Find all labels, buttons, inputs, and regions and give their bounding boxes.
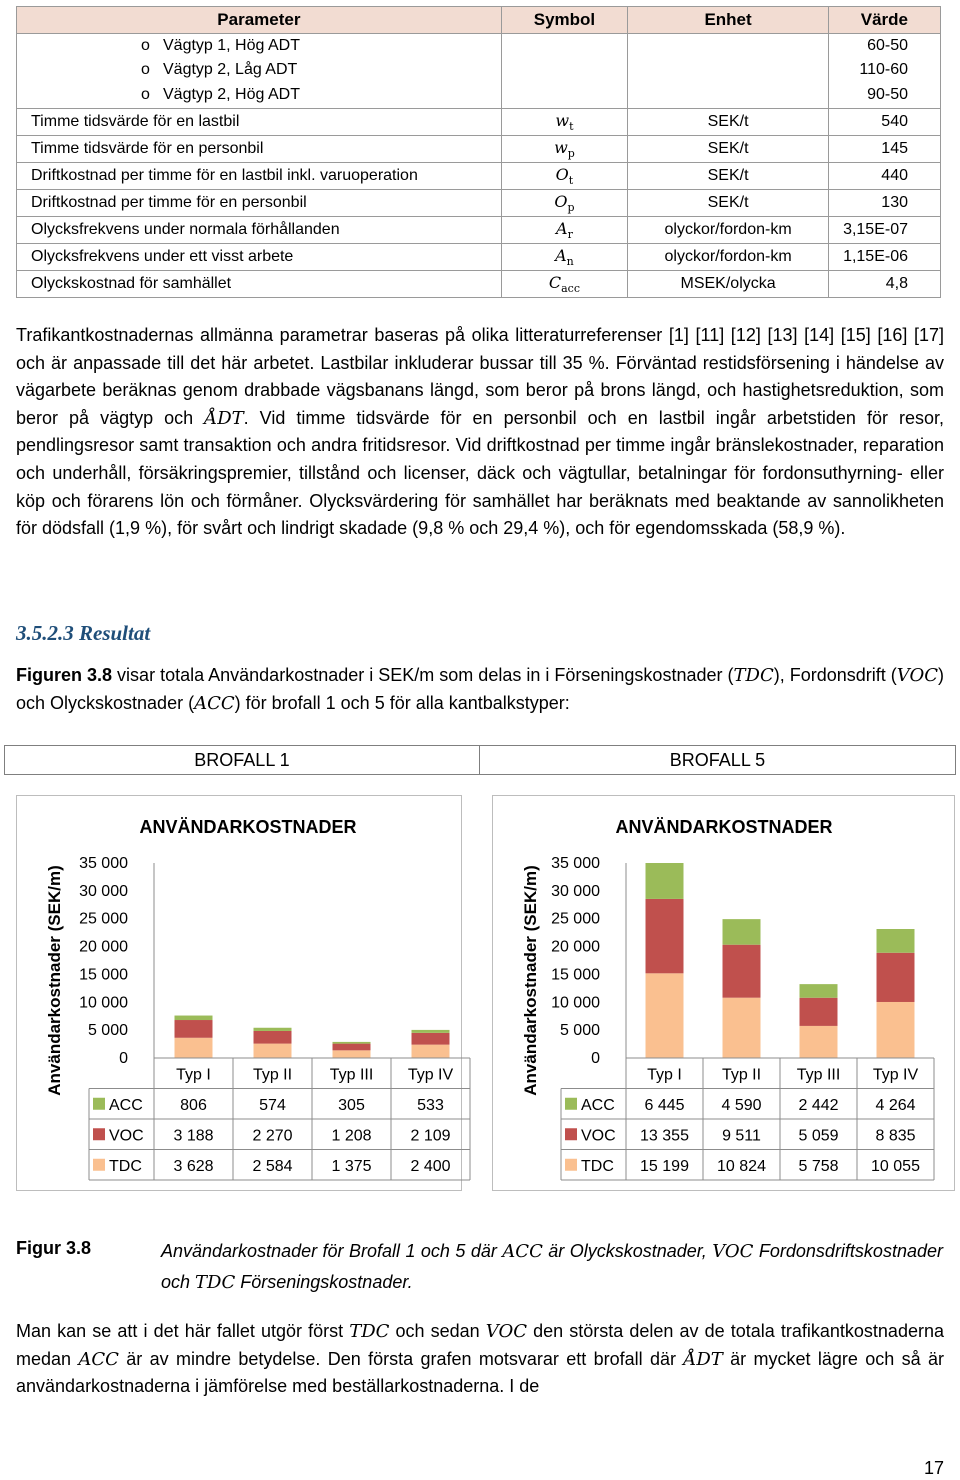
legend-label: ACC [581,1096,615,1114]
legend-key-tdc [93,1159,105,1171]
row-symbol [501,271,627,298]
data-table-value: 10 055 [871,1157,920,1175]
row-parameter: Olycksfrekvens under ett visst arbete [17,244,502,271]
row-symbol [501,109,627,136]
row-value: 1,15E-06 [829,244,941,271]
row-parameter: Timme tidsvärde för en personbil [17,136,502,163]
category-label: Typ IV [872,1066,919,1084]
bullet-o: o [141,61,150,78]
bullet-o: o [141,86,150,103]
table-row [17,244,941,271]
legend-key-acc [93,1098,105,1110]
subrow-text: Vägtyp 2, Hög ADT [163,86,300,103]
sym-main: O [555,164,569,184]
y-tick-label: 5 000 [559,1022,600,1040]
bar-segment-voc [175,1020,213,1038]
data-table-value: 3 188 [173,1127,214,1145]
table-header-row [17,7,941,34]
bar-segment-voc [877,953,915,1002]
data-table-value: 6 445 [644,1096,685,1114]
row-symbol [501,217,627,244]
bullet-o: o [141,37,150,54]
y-tick-label: 15 000 [551,966,600,984]
y-tick-label: 35 000 [79,855,128,872]
data-table-value: 13 355 [640,1127,689,1145]
bar-segment-voc [723,945,761,998]
y-tick-label: 5 000 [87,1022,128,1040]
bar-segment-acc [800,984,838,998]
table-row [17,136,941,163]
subrow-unit [628,82,829,109]
legend-label: TDC [581,1157,614,1175]
data-table-value: 15 199 [640,1157,689,1175]
data-table-value: 806 [180,1096,207,1114]
table-row [17,190,941,217]
legend-label: VOC [581,1127,616,1145]
row-symbol [501,190,627,217]
bar-segment-tdc [723,998,761,1058]
brofall-5-label: BROFALL 5 [479,745,956,775]
chart-brofall-1 [16,795,462,1191]
data-table-value: 2 442 [798,1096,839,1114]
row-symbol [501,163,627,190]
subrow-label [17,58,502,82]
brofall-1-label: BROFALL 1 [4,745,480,775]
y-tick-label: 25 000 [551,910,600,928]
y-tick-label: 20 000 [551,938,600,956]
row-unit: SEK/t [628,109,829,136]
subrow-symbol [501,82,627,109]
y-tick-label: 0 [591,1050,600,1067]
sym-sub: t [568,174,574,188]
bar-segment-acc [412,1030,450,1033]
sym-sub: t [569,120,574,134]
legend-key-acc [565,1098,577,1110]
legend-key-voc [93,1128,105,1140]
data-table-value: 4 590 [721,1096,762,1114]
table-row [17,109,941,136]
bar-segment-acc [333,1042,371,1044]
row-value: 540 [829,109,941,136]
header-enhet: Enhet [628,7,829,34]
row-value: 130 [829,190,941,217]
bar-segment-tdc [175,1038,213,1058]
y-tick-label: 30 000 [79,882,128,900]
data-table-value: 2 109 [410,1127,451,1145]
data-table-value: 5 059 [798,1127,839,1145]
chart-svg-brofall-1 [17,796,461,1190]
bar-segment-tdc [333,1050,371,1058]
row-unit: MSEK/olycka [628,271,829,298]
category-label: Typ IV [407,1066,454,1084]
data-table-value: 3 628 [173,1157,214,1175]
row-unit: SEK/t [628,190,829,217]
category-label: Typ III [329,1066,374,1084]
row-symbol [501,244,627,271]
paragraph-figure-intro: Figuren 3.8 visar totala Användarkostnader i SEK/m som delas in i Förseningskostnader (TDC), Fordonsdrift (VOC) och Olyckskostnader (ACC) för brofall 1 och 5 för alla kantbalkstyper: [16,665,944,714]
subrow-value: 110-60 [829,58,941,82]
data-table-value: 1 208 [331,1127,372,1145]
y-tick-label: 15 000 [79,966,128,984]
sym-sub: p [567,147,575,161]
header-symbol: Symbol [501,7,627,34]
paragraph-conclusion: Man kan se att i det här fallet utgör först TDC och sedan VOC den största delen av de totala trafikantkostnaderna medan ACC är av mindre betydelse. Den första grafen motsvarar ett brofall där ÅDT är mycket lägre och så är användarkostnaderna i jämförelse med beställarkostnaderna. I de [16,1321,944,1397]
subrow-text: Vägtyp 2, Låg ADT [163,61,298,78]
legend-label: VOC [109,1127,144,1145]
row-unit: olyckor/fordon-km [628,244,829,271]
sym-main: w [554,137,568,157]
legend-key-tdc [565,1159,577,1171]
row-value: 440 [829,163,941,190]
chart-svg-brofall-5 [493,796,954,1190]
bar-segment-voc [800,998,838,1026]
data-table-value: 2 584 [252,1157,293,1175]
bar-segment-voc [254,1031,292,1044]
sym-main: w [555,110,570,130]
data-table-value: 5 758 [798,1157,839,1175]
row-value: 3,15E-07 [829,217,941,244]
y-tick-label: 30 000 [551,882,600,900]
bar-segment-tdc [800,1026,838,1058]
chart-title: ANVÄNDARKOSTNADER [139,817,357,837]
table-subrow [17,34,941,59]
data-table-value: 9 511 [722,1127,761,1145]
category-label: Typ III [796,1066,841,1084]
bar-segment-acc [175,1016,213,1020]
data-table-value: 8 835 [875,1127,916,1145]
bar-segment-acc [254,1028,292,1031]
row-parameter: Olyckskostnad för samhället [17,271,502,298]
bar-segment-acc [877,929,915,953]
section-heading: 3.5.2.3 Resultat [16,621,151,645]
header-parameter: Parameter [17,7,502,34]
sym-main: C [548,272,562,292]
subrow-unit [628,58,829,82]
data-table-value: 4 264 [875,1096,916,1114]
table-body [17,34,941,298]
subrow-value: 60-50 [829,34,941,59]
row-unit: olyckor/fordon-km [628,217,829,244]
sym-sub: p [567,201,575,215]
data-table-value: 1 375 [331,1157,372,1175]
y-tick-label: 10 000 [79,994,128,1012]
table-row [17,217,941,244]
y-axis-label: Användarkostnader (SEK/m) [45,865,64,1096]
page-number: 17 [923,1458,944,1478]
sym-sub: n [566,255,574,269]
figure-caption-label: Figur 3.8 [16,1238,92,1258]
legend-label: ACC [109,1096,143,1114]
bar-segment-acc [723,919,761,945]
header-varde: Värde [829,7,941,34]
category-label: Typ II [721,1066,762,1084]
legend-label: TDC [109,1157,142,1175]
subrow-label [17,34,502,59]
bar-segment-acc [646,863,684,899]
y-axis-label: Användarkostnader (SEK/m) [521,865,540,1096]
data-table-value: 574 [259,1096,286,1114]
category-label: Typ I [647,1066,682,1084]
y-tick-label: 20 000 [79,938,128,956]
y-tick-label: 0 [119,1050,128,1067]
row-parameter: Olycksfrekvens under normala förhållanden [17,217,502,244]
data-table-value: 533 [417,1096,444,1114]
paragraph-parameters: Trafikantkostnadernas allmänna parametrar baseras på olika litteraturreferenser [1] [11] [12] [13] [14] [15] [16] [17] och är anpassade till det här arbetet. Lastbilar inkluderar bussar till 35 %. Förväntad restidsförsening i händelse av vägarbete beräknas genom drabbade vägsbanans längd, som beror på brons längd, och hastighetsreduktion, som beror på vägtyp och ÅDT. Vid timme tidsvärde för en personbil och en lastbil ingår arbetstiden för resor, pendlingsresor samt transaktion och andra fritidsresor. Vid driftkostnad per timme ingår bränslekostnader, reparation och underhåll, försäkringspremier, tillstånd och licenser, däck och vägtullar, betalningar för fordonsuthyrning- eller köp och förarens lön och förmåner. Olycksvärdering för samhället har beräknats med beaktande av sannolikheten för dödsfall (1,9 %), för svårt och lindrigt skadade (9,8 % och 29,4 %), och för egendomsskada (58,9 %). [16,325,944,539]
bar-segment-voc [333,1044,371,1051]
sym-sub: acc [561,282,580,296]
subrow-symbol [501,34,627,59]
bar-segment-voc [412,1033,450,1045]
bar-segment-tdc [646,973,684,1058]
sym-main: O [554,191,568,211]
y-tick-label: 35 000 [551,855,600,872]
legend-key-voc [565,1128,577,1140]
chart-brofall-5 [492,795,955,1191]
subrow-label [17,82,502,109]
row-parameter: Driftkostnad per timme för en personbil [17,190,502,217]
subrow-text: Vägtyp 1, Hög ADT [163,37,300,54]
data-table-value: 2 270 [252,1127,293,1145]
row-unit: SEK/t [628,136,829,163]
table-row [17,163,941,190]
row-value: 4,8 [829,271,941,298]
figure-caption-text: Användarkostnader för Brofall 1 och 5 där ACC är Olyckskostnader, VOC Fordonsdriftskostnader och TDC Förseningskostnader. [161,1241,943,1293]
bar-segment-voc [646,899,684,973]
row-unit: SEK/t [628,163,829,190]
category-label: Typ II [252,1066,293,1084]
row-symbol [501,136,627,163]
y-tick-label: 10 000 [551,994,600,1012]
table-subrow [17,58,941,82]
parameter-table [16,6,941,298]
bar-segment-tdc [877,1002,915,1058]
table-row [17,271,941,298]
sym-main: A [556,218,568,238]
bar-segment-tdc [412,1045,450,1058]
chart-title: ANVÄNDARKOSTNADER [615,817,833,837]
data-table-value: 10 824 [717,1157,766,1175]
subrow-value: 90-50 [829,82,941,109]
sym-main: A [555,245,567,265]
row-value: 145 [829,136,941,163]
category-label: Typ I [176,1066,211,1084]
sym-sub: r [567,228,573,242]
row-parameter: Driftkostnad per timme för en lastbil inkl. varuoperation [17,163,502,190]
table-subrow [17,82,941,109]
bar-segment-tdc [254,1044,292,1058]
y-tick-label: 25 000 [79,910,128,928]
subrow-symbol [501,58,627,82]
row-parameter: Timme tidsvärde för en lastbil [17,109,502,136]
data-table-value: 305 [338,1096,365,1114]
data-table-value: 2 400 [410,1157,451,1175]
subrow-unit [628,34,829,59]
